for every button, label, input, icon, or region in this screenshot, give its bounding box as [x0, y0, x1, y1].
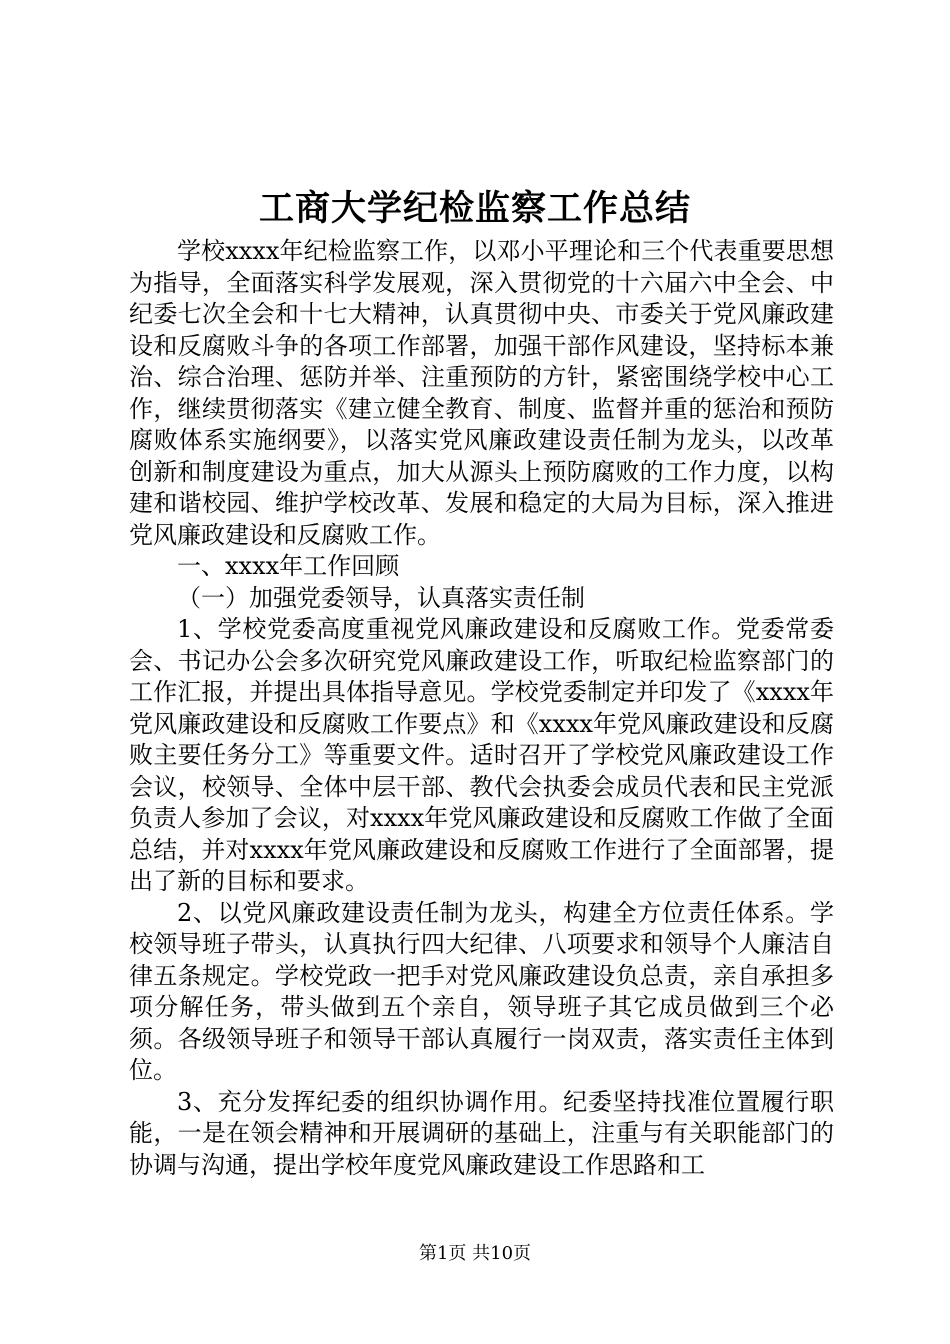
paragraph-intro: 学校xxxx年纪检监察工作，以邓小平理论和三个代表重要思想为指导，全面落实科学发展观，深入贯彻党的十六届六中全会、中纪委七次全会和十七大精神，认真贯彻中央、市委关于党风廉政建设和反腐败斗争的各项工作部署，加强干部作风建设，坚持标本兼治、综合治理、惩防并举、注重预防的方针，紧密围绕学校中心工作，继续贯彻落实《建立健全教育、制度、监督并重的惩治和预防腐败体系实施纲要》，以落实党风廉政建设责任制为龙头，以改革创新和制度建设为重点，加大从源头上预防腐败的工作力度，以构建和谐校园、维护学校改革、发展和稳定的大局为目标，深入推进党风廉政建设和反腐败工作。	[129, 237, 834, 549]
page-number-footer: 第1页 共10页	[418, 1243, 532, 1264]
paragraph-item-1: 1、学校党委高度重视党风廉政建设和反腐败工作。党委常委会、书记办公会多次研究党风廉政建设工作，听取纪检监察部门的工作汇报，并提出具体指导意见。学校党委制定并印发了《xxxx年党风廉政建设和反腐败工作要点》和《xxxx年党风廉政建设和反腐败主要任务分工》等重要文件。适时召开了学校党风廉政建设工作会议，校领导、全体中层干部、教代会执委会成员代表和民主党派负责人参加了会议，对xxxx年党风廉政建设和反腐败工作做了全面总结，并对xxxx年党风廉政建设和反腐败工作进行了全面部署，提出了新的目标和要求。	[129, 615, 834, 895]
document-body	[129, 236, 834, 1181]
section-heading-review: 一、xxxx年工作回顾	[177, 552, 400, 580]
document-title: 工商大学纪检监察工作总结	[258, 188, 691, 229]
paragraph-item-2: 2、以党风廉政建设责任制为龙头，构建全方位责任体系。学校领导班子带头，认真执行四大纪律、八项要求和领导个人廉洁自律五条规定。学校党政一把手对党风廉政建设负总责，亲自承担多项分解任务，带头做到五个亲自，领导班子其它成员做到三个必须。各级领导班子和领导干部认真履行一岗双责，落实责任主体到位。	[129, 898, 834, 1084]
paragraph-item-3: 3、充分发挥纪委的组织协调作用。纪委坚持找准位置履行职能，一是在领会精神和开展调研的基础上，注重与有关职能部门的协调与沟通，提出学校年度党风廉政建设工作思路和工	[129, 1087, 834, 1179]
subsection-heading-leadership: （一）加强党委领导，认真落实责任制	[177, 583, 585, 612]
